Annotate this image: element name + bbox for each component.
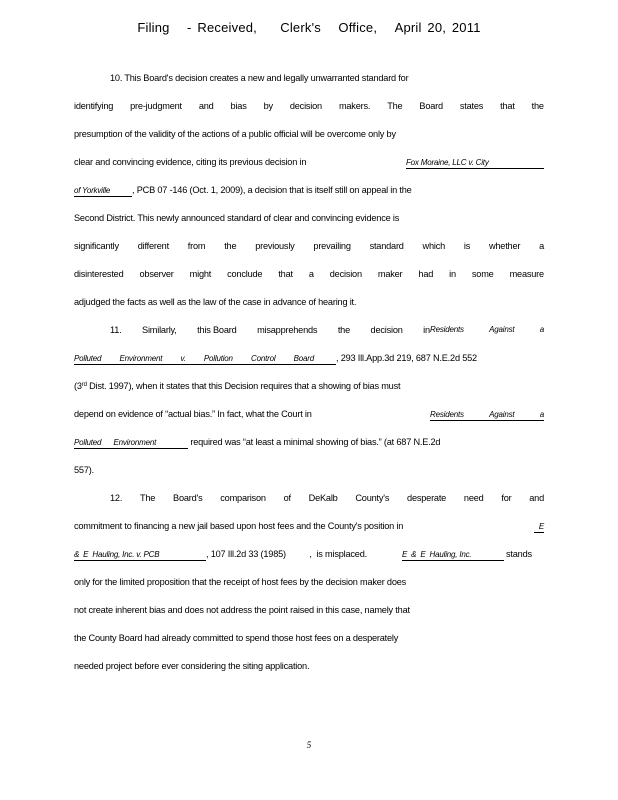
para10-line4: [74, 157, 544, 167]
para10-line9: adjudged the facts as well as the law of the case in advance of hearing it.: [74, 297, 357, 307]
word: significantly: [74, 241, 119, 251]
para11-line3: [74, 381, 544, 391]
word: Environment: [119, 354, 163, 363]
word: might: [189, 269, 212, 279]
word: is: [463, 241, 471, 251]
word: desperate: [407, 493, 447, 503]
word: which: [422, 241, 446, 251]
word: a: [539, 410, 544, 419]
header-clerks: Clerk's: [280, 20, 321, 35]
word: misapprehends: [257, 325, 318, 335]
para11-line4-text: depend on evidence of “actual bias.” In fact, what the Court in: [74, 409, 312, 419]
ordinal-superscript: rd: [81, 382, 87, 388]
para12-line3-end: stands: [506, 549, 532, 559]
word: decision: [329, 269, 362, 279]
page-number: 5: [306, 740, 312, 750]
word: different: [137, 241, 169, 251]
para12-line1: [110, 493, 544, 503]
word: a: [308, 269, 314, 279]
word: conclude: [227, 269, 263, 279]
para11-line3-a: (3: [74, 381, 82, 391]
word: whether: [488, 241, 521, 251]
word: bias: [230, 101, 247, 111]
word: that: [278, 269, 293, 279]
word: Pollution: [203, 354, 233, 363]
para11-line2: [74, 353, 544, 365]
word: of: [283, 493, 291, 503]
para10-line5-text: , PCB 07 -146 (Oct. 1, 2009), a decision that is itself still on appeal in the: [132, 185, 412, 195]
word: decision: [370, 325, 403, 335]
para12-line3: [74, 549, 544, 561]
word: identifying: [74, 101, 114, 111]
word: states: [459, 101, 484, 111]
case-citation-e-e-hauling-pcb: & E Hauling, Inc. v. PCB: [74, 549, 206, 561]
word: Similarly,: [142, 325, 177, 335]
word: observer: [139, 269, 174, 279]
word: Control: [251, 354, 276, 363]
word: DeKalb: [308, 493, 338, 503]
word: the: [224, 241, 237, 251]
word: Board: [419, 101, 443, 111]
para12-line2-text: commitment to financing a new jail based upon host fees and the County's position in: [74, 521, 404, 531]
para11-line6: 557).: [74, 465, 94, 475]
para10-line4-text: clear and convincing evidence, citing its previous decision in: [74, 157, 307, 167]
para12-line6: the County Board had already committed to spend those host fees on a desperately: [74, 633, 399, 643]
word: this Board: [197, 325, 237, 335]
para10-line3: presumption of the validity of the actions of a public official will be overcome only by: [74, 129, 396, 139]
filing-header: [0, 20, 618, 35]
para11-line3-b: Dist. 1997), when it states that this Decision requires that a showing of bias must: [86, 381, 401, 391]
word: comparison: [220, 493, 266, 503]
word: Against: [489, 325, 515, 334]
para11-line5: [74, 437, 544, 449]
word: had: [418, 269, 434, 279]
header-date: April 20, 2011: [394, 20, 481, 35]
word: Board's: [173, 493, 203, 503]
case-citation-residents-2: [430, 409, 544, 421]
word: need: [463, 493, 484, 503]
header-office: Office,: [338, 20, 378, 35]
case-citation-yorkville: of Yorkville: [74, 185, 132, 197]
word: measure: [509, 269, 544, 279]
word: Board: [293, 354, 314, 363]
word: disinterested: [74, 269, 124, 279]
word: and: [529, 493, 544, 503]
word: pre-judgment: [130, 101, 182, 111]
word: The: [139, 493, 156, 503]
word: that: [500, 101, 515, 111]
word: The: [387, 101, 403, 111]
word: in: [423, 325, 430, 335]
case-citation-residents: [430, 325, 544, 334]
para10-line1: 10. This Board's decision creates a new and legally unwarranted standard for: [110, 73, 409, 83]
word: decision: [289, 101, 322, 111]
word: standard: [369, 241, 404, 251]
word: by: [263, 101, 273, 111]
case-citation-polluted-environment: [74, 353, 336, 365]
para12-line3-mid: , 107 Ill.2d 33 (1985) , is misplaced.: [206, 549, 367, 559]
word: 11.: [110, 325, 122, 335]
word: Residents: [430, 410, 464, 419]
para10-line6: Second District. This newly announced standard of clear and convincing evidence is: [74, 213, 400, 223]
para11-line2-text: , 293 Ill.App.3d 219, 687 N.E.2d 552: [336, 353, 477, 363]
header-filing: Filing: [137, 20, 170, 35]
case-citation-e-e-hauling: E & E Hauling, Inc.: [402, 549, 504, 561]
word: a: [539, 325, 544, 334]
word: a: [539, 241, 544, 251]
para10-line7: [74, 241, 544, 251]
word: Against: [489, 410, 515, 419]
case-citation-e-and-e: E: [534, 521, 544, 533]
word: v.: [180, 354, 186, 363]
para11-line4: [74, 409, 544, 419]
word: maker: [377, 269, 403, 279]
case-citation-residents-2-words: [430, 409, 544, 420]
word: for: [501, 493, 512, 503]
word: and: [198, 101, 214, 111]
word: in: [449, 269, 456, 279]
para12-line5: not create inherent bias and does not address the point raised in this case, namely that: [74, 605, 410, 615]
word: prevailing: [313, 241, 351, 251]
word: Residents: [430, 325, 464, 334]
word: the: [531, 101, 544, 111]
case-citation-fox-moraine: Fox Moraine, LLC v. City: [406, 157, 544, 169]
word: Polluted: [74, 354, 102, 363]
word: previously: [255, 241, 295, 251]
case-citation-polluted-environment-words: [74, 353, 314, 364]
word: 12.: [110, 493, 123, 503]
word: County's: [355, 493, 390, 503]
header-received: - Received,: [187, 20, 257, 35]
para11-line5-text: required was “at least a minimal showing of bias.” (at 687 N.E.2d: [188, 437, 441, 447]
para12-line4: only for the limited proposition that the receipt of host fees by the decision maker does: [74, 577, 407, 587]
word: from: [187, 241, 206, 251]
para12-line7: needed project before ever considering the siting application.: [74, 661, 310, 671]
para12-line2: [74, 521, 544, 531]
word: some: [471, 269, 494, 279]
word: makers.: [338, 101, 371, 111]
para11-line1-words: [110, 325, 430, 335]
para10-line5: [74, 185, 544, 197]
para10-line2: [74, 101, 544, 111]
case-citation-polluted-environment-2: Polluted Environment: [74, 437, 188, 449]
para10-line8: [74, 269, 544, 279]
word: the: [337, 325, 350, 335]
